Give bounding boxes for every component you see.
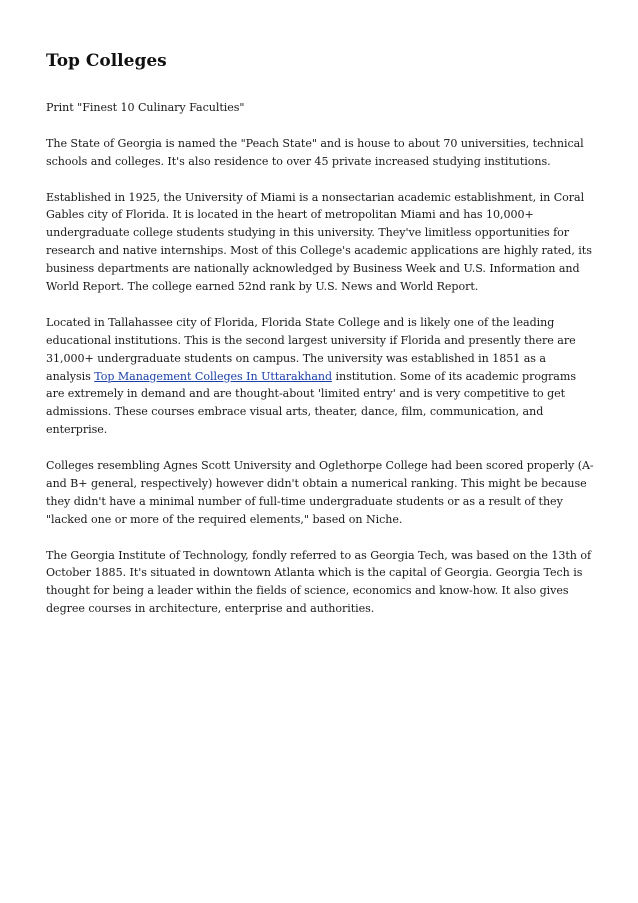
management-colleges-link[interactable]: Top Management Colleges In Uttarakhand xyxy=(94,369,333,383)
paragraph-georgia: The State of Georgia is named the "Peach State" and is house to about 70 universities, technical schools and colleges. It's also residence to over 45 private increased studying institutions. xyxy=(46,136,584,168)
paragraph-university-of-miami: Established in 1925, the University of Miami is a nonsectarian academic establishment, in Coral Gables city of Florida. It is located in the heart of metropolitan Miami and has 10,000+ undergraduate college students studying in this university. They've limitless opportunities for research and native internships. Most of this College's academic applications are highly rated, its business departments are nationally acknowledged by Business Week and U.S. Information and World Report. The college earned 52nd rank by U.S. News and World Report. xyxy=(46,190,592,294)
paragraph-text: Located in Tallahassee city of Florida, Florida State College and is likely one of the leading educational institutions. This is the second largest university if Florida and presently there are 31,000+ undergraduate students on campus. The university was established in 1851 as a analysis xyxy=(46,315,576,383)
document-body xyxy=(46,50,594,636)
paragraph-print-note: Print "Finest 10 Culinary Faculties" xyxy=(46,101,245,114)
paragraph-text: institution. Some of its academic programs are extremely in demand and are thought-about 'limited entry' and is very competitive to get admissions. These courses embrace visual arts, theater, dance, film, communication, and enterprise. xyxy=(46,369,576,437)
paragraph-agnes-scott: Colleges resembling Agnes Scott University and Oglethorpe College had been scored properly (A- and B+ general, respectively) however didn't obtain a numerical ranking. This might be because they didn't have a minimal number of full-time undergraduate students or as a result of they "lacked one or more of the required elements," based on Niche. xyxy=(46,459,594,526)
paragraph-florida-state xyxy=(46,314,594,439)
paragraph-georgia-tech: The Georgia Institute of Technology, fondly referred to as Georgia Tech, was based on the 13th of October 1885. It's situated in downtown Atlanta which is the capital of Georgia. Georgia Tech is thought for being a leader within the fields of science, economics and know-how. It also gives degree courses in architecture, enterprise and authorities. xyxy=(46,548,592,616)
page-title: Top Colleges xyxy=(46,51,167,71)
